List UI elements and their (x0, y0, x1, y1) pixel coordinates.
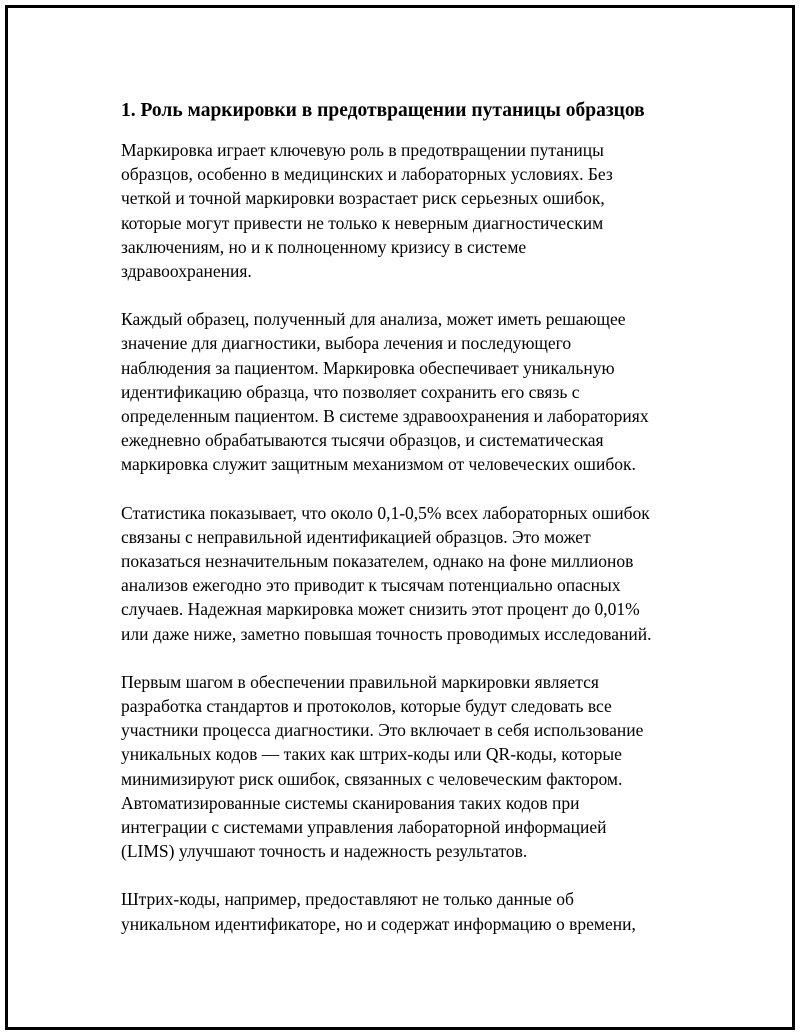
text-line: значение для диагностики, выбора лечения и последующего (121, 333, 572, 354)
text-line: уникальном идентификаторе, но и содержат информацию о времени, (121, 913, 636, 934)
text-line: маркировка служит защитным механизмом от человеческих ошибок. (121, 454, 636, 475)
text-line: показаться незначительным показателем, однако на фоне миллионов (121, 551, 634, 572)
paragraph-3 (121, 501, 721, 646)
text-line: здравоохранения. (121, 261, 252, 282)
paragraph-4 (121, 670, 721, 864)
document-body (121, 98, 721, 960)
paragraph-5 (121, 887, 721, 935)
text-line: (LIMS) улучшают точность и надежность результатов. (121, 841, 528, 862)
text-line: образцов, особенно в медицинских и лабораторных условиях. Без (121, 164, 613, 185)
text-line: участники процесса диагностики. Это включает в себя использование (121, 720, 644, 741)
text-line: идентификацию образца, что позволяет сохранить его связь с (121, 381, 580, 402)
text-line: случаев. Надежная маркировка может снизить этот процент до 0,01% (121, 599, 640, 620)
text-line: разработка стандартов и протоколов, которые будут следовать все (121, 696, 612, 717)
text-line: наблюдения за пациентом. Маркировка обеспечивает уникальную (121, 357, 615, 378)
text-line: уникальных кодов — таких как штрих-коды или QR-коды, которые (121, 744, 622, 765)
text-line: которые могут привести не только к неверным диагностическим (121, 212, 604, 233)
paragraph-1 (121, 138, 721, 283)
page-frame (5, 5, 795, 1030)
paragraph-2 (121, 307, 721, 476)
text-line: Каждый образец, полученный для анализа, может иметь решающее (121, 309, 626, 330)
text-line: связаны с неправильной идентификацией образцов. Это может (121, 526, 591, 547)
text-line: Штрих-коды, например, предоставляют не только данные об (121, 889, 574, 910)
text-line: интеграции с системами управления лабораторной информацией (121, 817, 607, 838)
text-line: ежедневно обрабатываются тысячи образцов, и систематическая (121, 430, 604, 451)
text-line: или даже ниже, заметно повышая точность проводимых исследований. (121, 623, 652, 644)
text-line: заключениям, но и к полноценному кризису в системе (121, 236, 527, 257)
text-line: Автоматизированные системы сканирования таких кодов при (121, 792, 580, 813)
text-line: четкой и точной маркировки возрастает риск серьезных ошибок, (121, 188, 605, 209)
text-line: минимизируют риск ошибок, связанных с человеческим фактором. (121, 768, 623, 789)
text-line: Первым шагом в обеспечении правильной маркировки является (121, 671, 599, 692)
text-line: Маркировка играет ключевую роль в предотвращении путаницы (121, 140, 604, 160)
text-line: определенным пациентом. В системе здравоохранения и лабораториях (121, 406, 649, 427)
section-heading: 1. Роль маркировки в предотвращении путаницы образцов (121, 100, 645, 121)
text-line: анализов ежегодно это приводит к тысячам потенциально опасных (121, 575, 621, 596)
text-line: Статистика показывает, что около 0,1-0,5% всех лабораторных ошибок (121, 502, 650, 523)
